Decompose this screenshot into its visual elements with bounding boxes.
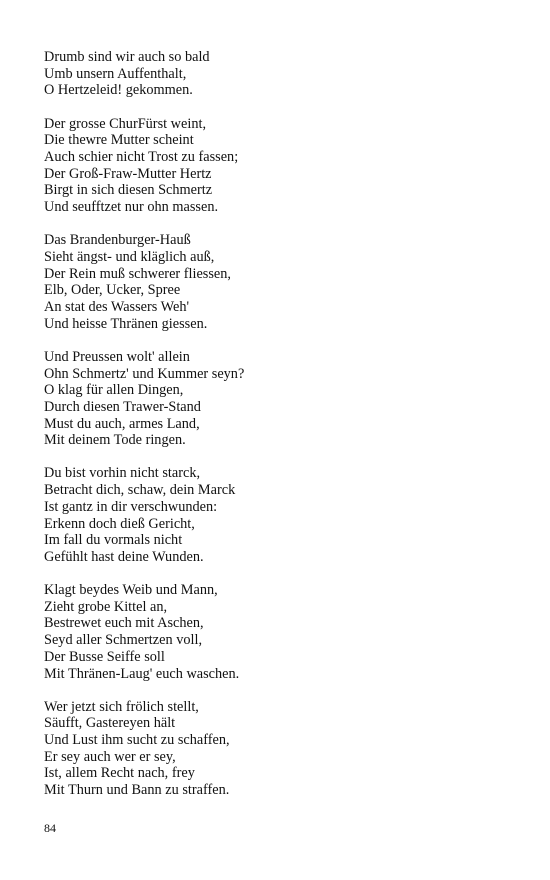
stanza — [44, 582, 514, 682]
verse-line: Und heisse Thränen giessen. — [44, 315, 208, 332]
verse-line: Du bist vorhin nicht starck, — [44, 465, 201, 482]
verse-line: Ist, allem Recht nach, frey — [44, 765, 195, 782]
verse-line: Elb, Oder, Ucker, Spree — [44, 282, 181, 299]
stanza — [44, 116, 514, 216]
verse-line: Und Lust ihm sucht zu schaffen, — [44, 732, 230, 749]
verse-line: Und seufftzet nur ohn massen. — [44, 199, 219, 215]
verse-line: O klag für allen Dingen, — [44, 382, 184, 399]
stanza — [44, 349, 514, 449]
verse-line: Durch diesen Trawer-Stand — [44, 398, 201, 415]
verse-line: Mit Thurn und Bann zu straffen. — [44, 782, 230, 799]
verse-line: Erkenn doch dieß Gericht, — [44, 515, 195, 532]
verse-line: Der Rein muß schwerer fliessen, — [44, 265, 231, 282]
verse-line: Er sey auch wer er sey, — [44, 748, 176, 765]
verse-line: Klagt beydes Weib und Mann, — [44, 582, 218, 599]
verse-line: Bestrewet euch mit Aschen, — [44, 615, 204, 632]
verse-line: O Hertzeleid! gekommen. — [44, 82, 193, 99]
verse-line: Ohn Schmertz' und Kummer seyn? — [44, 365, 245, 382]
verse-line: An stat des Wassers Weh' — [44, 298, 190, 315]
verse-line: Das Brandenburger-Hauß — [44, 232, 191, 249]
verse-line: Der Groß-Fraw-Mutter Hertz — [44, 165, 212, 182]
verse-line: Mit Thränen-Laug' euch waschen. — [44, 665, 240, 682]
verse-line: Und Preussen wolt' allein — [44, 348, 190, 365]
verse-line: Must du auch, armes Land, — [44, 415, 200, 432]
stanza — [44, 49, 514, 99]
verse-line: Säufft, Gastereyen hält — [44, 715, 176, 732]
verse-line: Umb unsern Auffenthalt, — [44, 65, 187, 82]
verse-line: Ist gantz in dir verschwunden: — [44, 498, 218, 515]
verse-line: Im fall du vormals nicht — [44, 532, 183, 549]
verse-line: Sieht ängst- und kläglich auß, — [44, 248, 215, 265]
verse-line: Der Busse Seiffe soll — [44, 648, 165, 665]
page-number: 84 — [44, 821, 56, 835]
verse-line: Drumb sind wir auch so bald — [44, 49, 210, 65]
poem-body — [44, 49, 514, 815]
stanza — [44, 699, 514, 799]
verse-line: Birgt in sich diesen Schmertz — [44, 182, 213, 199]
verse-line: Wer jetzt sich frölich stellt, — [44, 698, 199, 715]
verse-line: Auch schier nicht Trost zu fassen; — [44, 148, 239, 165]
verse-line: Gefühlt hast deine Wunden. — [44, 548, 204, 565]
stanza — [44, 465, 514, 565]
verse-line: Seyd aller Schmertzen voll, — [44, 632, 203, 649]
verse-line: Betracht dich, schaw, dein Marck — [44, 482, 236, 499]
verse-line: Mit deinem Tode ringen. — [44, 432, 186, 449]
verse-line: Die thewre Mutter scheint — [44, 132, 194, 149]
stanza — [44, 232, 514, 332]
verse-line: Zieht grobe Kittel an, — [44, 598, 168, 615]
verse-line: Der grosse ChurFürst weint, — [44, 115, 207, 132]
